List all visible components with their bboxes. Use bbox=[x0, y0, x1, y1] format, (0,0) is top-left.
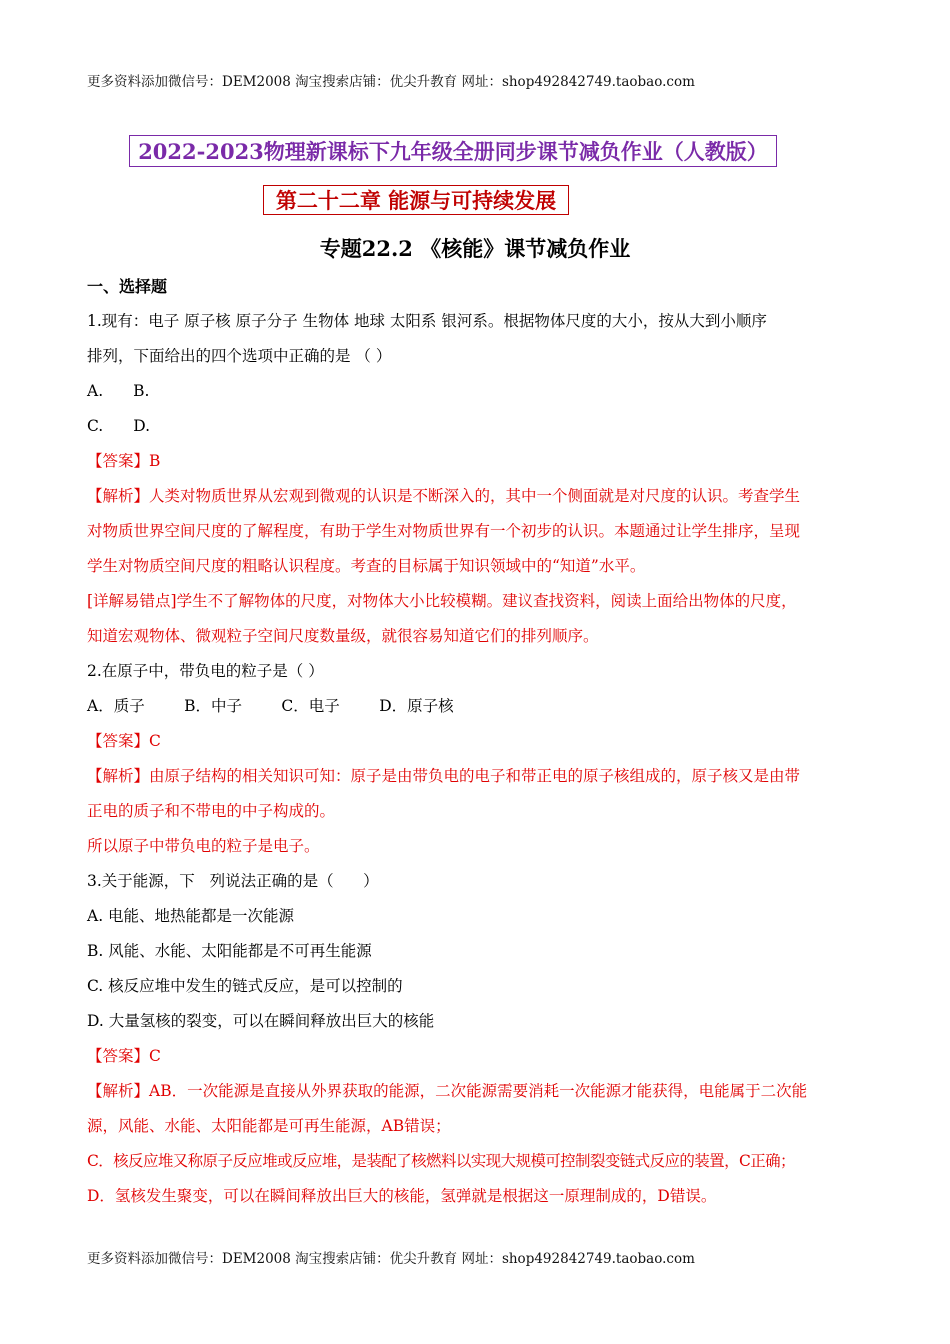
options-row: A．质子 B．中子 C．电子 D．原子核 bbox=[87, 697, 454, 715]
answer: 【答案】C bbox=[87, 732, 161, 750]
analysis-line: 【解析】由原子结构的相关知识可知：原子是由带负电的电子和带正电的原子核组成的，原子核又是由带 bbox=[87, 767, 801, 785]
analysis-line: 正电的质子和不带电的中子构成的。 bbox=[87, 802, 336, 820]
question-1 bbox=[87, 304, 867, 654]
question-3 bbox=[87, 864, 867, 1214]
analysis-line: 学生对物质空间尺度的粗略认识程度。考查的目标属于知识领域中的“知道”水平。 bbox=[87, 557, 646, 575]
detail-line: 知道宏观物体、微观粒子空间尺度数量级，就很容易知道它们的排列顺序。 bbox=[87, 627, 599, 645]
analysis-line: 所以原子中带负电的粒子是电子。 bbox=[87, 837, 320, 855]
question-stem: 3.关于能源，下 列说法正确的是（ ） bbox=[87, 872, 379, 890]
answer: 【答案】B bbox=[87, 452, 161, 470]
section-heading: 一、选择题 bbox=[87, 277, 168, 296]
option-d: D. 大量氢核的裂变，可以在瞬间释放出巨大的核能 bbox=[87, 1012, 435, 1030]
analysis-line: 对物质世界空间尺度的了解程度，有助于学生对物质世界有一个初步的认识。本题通过让学生排序，呈现 bbox=[87, 522, 801, 540]
option-c: C. bbox=[87, 417, 104, 435]
question-2 bbox=[87, 654, 867, 864]
analysis-line: 【解析】人类对物质世界从宏观到微观的认识是不断深入的，其中一个侧面就是对尺度的认识。考查学生 bbox=[87, 487, 801, 505]
option-a: A. bbox=[87, 382, 104, 400]
option-c: C. 核反应堆中发生的链式反应，是可以控制的 bbox=[87, 977, 403, 995]
option-b: B. bbox=[133, 382, 150, 400]
page-header: 更多资料添加微信号：DEM2008 淘宝搜索店铺：优尖升教育 网址：shop492842749.taobao.com bbox=[87, 74, 695, 90]
analysis-line: C．核反应堆又称原子反应堆或反应堆，是装配了核燃料以实现大规模可控制裂变链式反应的装置，C正确； bbox=[87, 1152, 795, 1170]
option-b: B. 风能、水能、太阳能都是不可再生能源 bbox=[87, 942, 372, 960]
topic-title: 专题22.2 《核能》课节减负作业 bbox=[319, 236, 631, 261]
analysis-line: 源，风能、水能、太阳能都是可再生能源，AB错误； bbox=[87, 1117, 451, 1135]
options-row-cd bbox=[87, 409, 867, 444]
question-stem: 2.在原子中，带负电的粒子是（ ） bbox=[87, 662, 324, 680]
document-body bbox=[87, 270, 867, 1214]
answer: 【答案】C bbox=[87, 1047, 161, 1065]
option-d: D. bbox=[133, 417, 151, 435]
question-stem-cont: 排列，下面给出的四个选项中正确的是 （ ） bbox=[87, 347, 392, 365]
question-stem: 1.现有：电子 原子核 原子分子 生物体 地球 太阳系 银河系。根据物体尺度的大小，按从大到小顺序 bbox=[87, 312, 767, 330]
analysis-line: 【解析】AB．一次能源是直接从外界获取的能源，二次能源需要消耗一次能源才能获得，电能属于二次能 bbox=[87, 1082, 808, 1100]
chapter-title: 第二十二章 能源与可持续发展 bbox=[263, 185, 569, 215]
analysis-line: D．氢核发生聚变，可以在瞬间释放出巨大的核能，氢弹就是根据这一原理制成的，D错误。 bbox=[87, 1187, 717, 1205]
options-row-ab bbox=[87, 374, 867, 409]
document-title: 2022-2023物理新课标下九年级全册同步课节减负作业（人教版） bbox=[129, 135, 777, 167]
detail-line: [详解易错点]学生不了解物体的尺度，对物体大小比较模糊。建议查找资料，阅读上面给出物体的尺度， bbox=[87, 592, 797, 610]
page-footer: 更多资料添加微信号：DEM2008 淘宝搜索店铺：优尖升教育 网址：shop492842749.taobao.com bbox=[87, 1251, 695, 1267]
option-a: A. 电能、地热能都是一次能源 bbox=[87, 907, 295, 925]
